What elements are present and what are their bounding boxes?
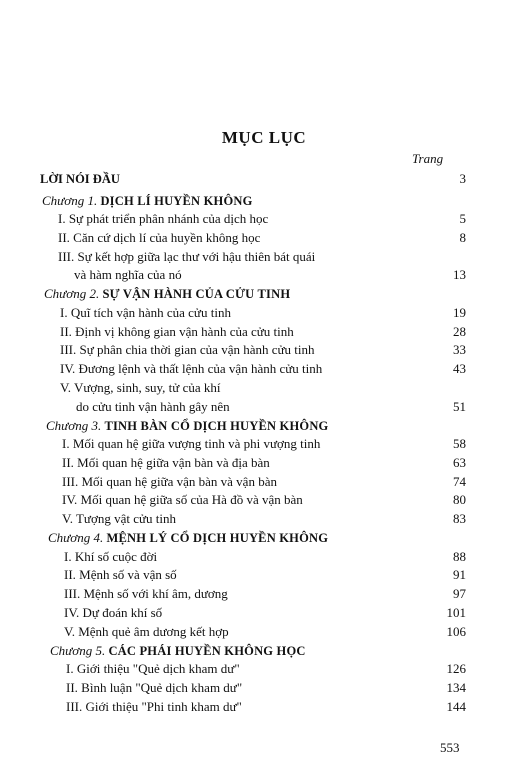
toc-entry-title: II. Mệnh số và vận số xyxy=(64,567,177,583)
toc-entry-title: IV. Dự đoán khí số xyxy=(64,604,163,620)
toc-page-number: 97 xyxy=(453,586,466,602)
chapter-title: CÁC PHÁI HUYỀN KHÔNG HỌC xyxy=(108,643,306,658)
chapter-title: MỆNH LÝ CỔ DỊCH HUYỀN KHÔNG xyxy=(106,531,329,545)
toc-page-number: 126 xyxy=(446,661,466,677)
toc-page-number: 88 xyxy=(453,548,466,564)
toc-entry-title: V. Vượng, sinh, suy, tử của khí xyxy=(60,379,221,395)
toc-page-number: 63 xyxy=(453,454,466,470)
toc-page-number: 43 xyxy=(453,361,466,377)
toc-page-number: 51 xyxy=(453,398,466,414)
toc-entry-title: I. Quĩ tích vận hành của cửu tinh xyxy=(60,305,231,320)
toc-entry-title: III. Sự kết hợp giữa lạc thư với hậu thiên bát quái xyxy=(58,248,316,264)
page-title: MỤC LỤC xyxy=(221,128,307,147)
toc-page-number: 33 xyxy=(453,342,466,358)
chapter-title: SỰ VẬN HÀNH CỦA CỬU TINH xyxy=(102,287,291,302)
preface-label: LỜI NÓI ĐẦU xyxy=(40,172,120,186)
toc-page-number: 144 xyxy=(446,698,466,714)
toc-page-number: 58 xyxy=(453,436,466,452)
toc-entry-title: I. Mối quan hệ giữa vượng tinh và phi vượng tinh xyxy=(62,436,321,452)
chapter-title: TINH BÀN CỔ DỊCH HUYỀN KHÔNG xyxy=(104,418,329,433)
chapter-heading xyxy=(48,529,328,547)
toc-entry-title: III. Mệnh số với khí âm, dương xyxy=(64,586,228,602)
toc-page-number: 83 xyxy=(453,511,466,526)
toc-entry-title: IV. Mối quan hệ giữa số của Hà đồ và vận bàn xyxy=(62,492,303,508)
chapter-heading xyxy=(42,192,253,210)
toc-entry-title: III. Sự phân chia thời gian của vận hành cửu tinh xyxy=(60,342,315,358)
toc-entry-title: III. Giới thiệu "Phi tinh kham dư" xyxy=(66,698,242,714)
toc-entry-title: III. Mối quan hệ giữa vận bàn và vận bàn xyxy=(62,473,277,489)
toc-page-number: 28 xyxy=(453,323,466,339)
chapter-heading xyxy=(50,642,306,660)
toc-page-number: 80 xyxy=(453,492,466,508)
toc-page-number: 3 xyxy=(459,171,466,186)
toc-entry-title: II. Bình luận "Quẻ dịch kham dư" xyxy=(66,679,243,695)
chapter-title: DỊCH LÍ HUYỀN KHÔNG xyxy=(100,193,253,208)
toc-page-number: 19 xyxy=(453,305,466,320)
toc-page-number: 74 xyxy=(453,473,466,489)
toc-entry-title: do cửu tinh vận hành gây nên xyxy=(76,398,230,414)
toc-entry-title: II. Căn cứ dịch lí của huyền không học xyxy=(58,229,261,245)
toc-page-number: 5 xyxy=(459,211,466,227)
toc-entry-title: V. Mệnh quẻ âm dương kết hợp xyxy=(64,623,229,639)
chapter-number: Chương 2. xyxy=(44,286,100,302)
page-column-label: Trang xyxy=(412,151,444,166)
chapter-heading xyxy=(46,417,328,435)
toc-page-number: 101 xyxy=(446,604,466,620)
toc-page-number: 134 xyxy=(446,679,466,695)
toc-page-number: 106 xyxy=(446,623,466,639)
chapter-number: Chương 3. xyxy=(46,417,102,433)
chapter-number: Chương 4. xyxy=(48,530,104,545)
toc-entry-title: I. Giới thiệu "Quẻ dịch kham dư" xyxy=(66,661,240,677)
toc-entry-title: II. Định vị không gian vận hành của cửu tinh xyxy=(60,323,294,339)
toc-entry-title: và hàm nghĩa của nó xyxy=(74,267,182,283)
chapter-heading xyxy=(44,285,290,303)
chapter-number: Chương 5. xyxy=(50,642,106,658)
toc-entry-title: I. Sự phát triển phân nhánh của dịch học xyxy=(58,211,269,227)
toc-entry-title: II. Mối quan hệ giữa vận bàn và địa bàn xyxy=(62,454,270,470)
page-number: 553 xyxy=(440,740,460,755)
toc-entry-title: IV. Đương lệnh và thất lệnh của vận hành cửu tinh xyxy=(60,361,323,377)
chapter-number: Chương 1. xyxy=(42,192,98,208)
toc-entry-title: V. Tượng vật cửu tinh xyxy=(62,511,177,526)
toc-page-number: 91 xyxy=(453,567,466,583)
toc-page-number: 13 xyxy=(453,267,466,283)
toc-page-number: 8 xyxy=(459,229,466,245)
toc-entry-title: I. Khí số cuộc đời xyxy=(64,548,158,564)
